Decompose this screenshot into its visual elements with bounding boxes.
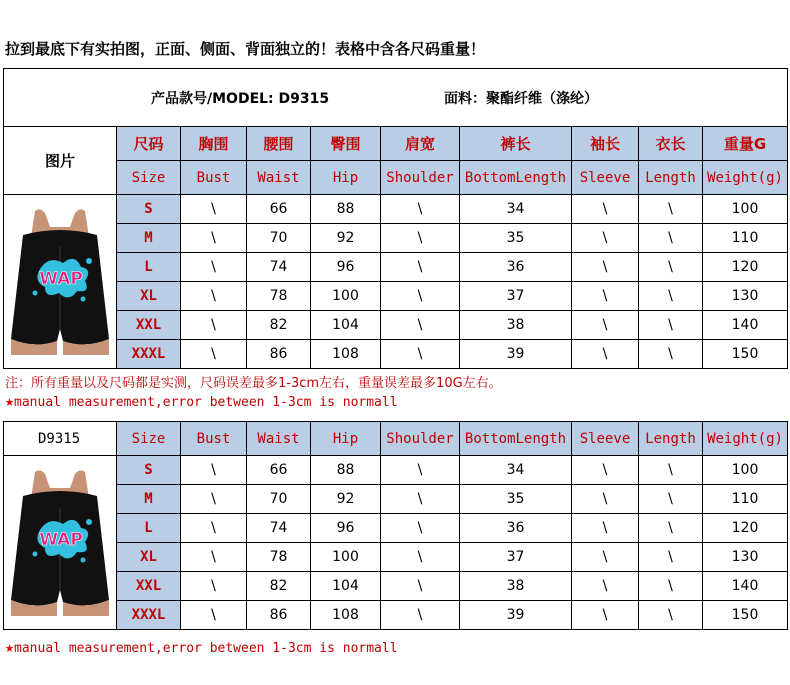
bust-cell: \ <box>181 543 247 572</box>
header-cn-size: 尺码 <box>117 127 181 161</box>
shoulder-cell: \ <box>381 311 460 340</box>
hip-cell: 108 <box>311 601 381 630</box>
bottom-length-cell: 34 <box>460 456 572 485</box>
sleeve-cell: \ <box>572 572 639 601</box>
product-photo-cell <box>4 456 117 630</box>
size-cell: L <box>117 514 181 543</box>
bottom-length-cell: 39 <box>460 601 572 630</box>
header-cn-bottom-length: 裤长 <box>460 127 572 161</box>
header-en-hip: Hip <box>311 161 381 195</box>
header-cn-sleeve: 袖长 <box>572 127 639 161</box>
weight-cell: 130 <box>703 282 788 311</box>
waist-cell: 70 <box>247 485 311 514</box>
bottom-length-cell: 36 <box>460 253 572 282</box>
weight-cell: 100 <box>703 195 788 224</box>
header-en-bust: Bust <box>181 161 247 195</box>
weight-cell: 100 <box>703 456 788 485</box>
header-en-hip: Hip <box>311 422 381 456</box>
sleeve-cell: \ <box>572 340 639 369</box>
model-label: 产品款号/MODEL: D9315 <box>151 90 330 107</box>
shoulder-cell: \ <box>381 485 460 514</box>
length-cell: \ <box>639 572 703 601</box>
waist-cell: 74 <box>247 253 311 282</box>
size-cell: XL <box>117 543 181 572</box>
shoulder-cell: \ <box>381 253 460 282</box>
header-cn-weight: 重量G <box>703 127 788 161</box>
weight-cell: 110 <box>703 224 788 253</box>
shoulder-cell: \ <box>381 340 460 369</box>
bust-cell: \ <box>181 340 247 369</box>
length-cell: \ <box>639 543 703 572</box>
header-en-shoulder: Shoulder <box>381 422 460 456</box>
weight-cell: 150 <box>703 340 788 369</box>
shoulder-cell: \ <box>381 224 460 253</box>
length-cell: \ <box>639 456 703 485</box>
weight-cell: 140 <box>703 311 788 340</box>
header-en-size: Size <box>117 422 181 456</box>
header-en-length: Length <box>639 422 703 456</box>
waist-cell: 82 <box>247 311 311 340</box>
bust-cell: \ <box>181 601 247 630</box>
sleeve-cell: \ <box>572 253 639 282</box>
header-en-waist: Waist <box>247 422 311 456</box>
header-en-shoulder: Shoulder <box>381 161 460 195</box>
waist-cell: 78 <box>247 543 311 572</box>
bust-cell: \ <box>181 253 247 282</box>
header-en-bust: Bust <box>181 422 247 456</box>
length-cell: \ <box>639 601 703 630</box>
shorts-photo <box>5 468 115 618</box>
header-cn-waist: 腰围 <box>247 127 311 161</box>
bust-cell: \ <box>181 224 247 253</box>
bottom-length-cell: 39 <box>460 340 572 369</box>
waist-cell: 74 <box>247 514 311 543</box>
size-cell: L <box>117 253 181 282</box>
sleeve-cell: \ <box>572 543 639 572</box>
size-cell: XXL <box>117 572 181 601</box>
sleeve-cell: \ <box>572 456 639 485</box>
hip-cell: 92 <box>311 224 381 253</box>
shoulder-cell: \ <box>381 456 460 485</box>
waist-cell: 70 <box>247 224 311 253</box>
header-en-weight: Weight(g) <box>703 161 788 195</box>
header-cn-hip: 臀围 <box>311 127 381 161</box>
star-icon: ★ <box>5 392 15 410</box>
hip-cell: 108 <box>311 340 381 369</box>
header-en-bottom-length: BottomLength <box>460 422 572 456</box>
bottom-length-cell: 38 <box>460 572 572 601</box>
size-cell: M <box>117 485 181 514</box>
hip-cell: 104 <box>311 572 381 601</box>
length-cell: \ <box>639 311 703 340</box>
weight-cell: 120 <box>703 514 788 543</box>
print-text: WAP <box>39 529 83 550</box>
length-cell: \ <box>639 224 703 253</box>
length-cell: \ <box>639 195 703 224</box>
bust-cell: \ <box>181 514 247 543</box>
header-en-sleeve: Sleeve <box>572 422 639 456</box>
bust-cell: \ <box>181 195 247 224</box>
hip-cell: 88 <box>311 195 381 224</box>
length-cell: \ <box>639 282 703 311</box>
measurement-note-cn: 注：所有重量以及尺码都是实测，尺码误差最多1-3cm左右，重量误差最多10G左右。 <box>5 376 502 391</box>
top-note: 拉到最底下有实拍图，正面、侧面、背面独立的！表格中含各尺码重量！ <box>5 40 486 58</box>
star-icon: ★ <box>5 638 15 656</box>
bottom-length-cell: 38 <box>460 311 572 340</box>
shoulder-cell: \ <box>381 514 460 543</box>
size-cell: XXXL <box>117 340 181 369</box>
sleeve-cell: \ <box>572 311 639 340</box>
header-en-size: Size <box>117 161 181 195</box>
weight-cell: 120 <box>703 253 788 282</box>
sleeve-cell: \ <box>572 601 639 630</box>
print-text: WAP <box>39 268 83 289</box>
header-en-waist: Waist <box>247 161 311 195</box>
weight-cell: 140 <box>703 572 788 601</box>
sleeve-cell: \ <box>572 195 639 224</box>
bust-cell: \ <box>181 485 247 514</box>
size-cell: XL <box>117 282 181 311</box>
weight-cell: 150 <box>703 601 788 630</box>
bottom-length-cell: 37 <box>460 543 572 572</box>
waist-cell: 86 <box>247 340 311 369</box>
note-en-text: manual measurement,error between 1-3cm is normall <box>14 395 398 410</box>
bust-cell: \ <box>181 282 247 311</box>
bust-cell: \ <box>181 572 247 601</box>
waist-cell: 86 <box>247 601 311 630</box>
waist-cell: 66 <box>247 195 311 224</box>
sleeve-cell: \ <box>572 224 639 253</box>
hip-cell: 92 <box>311 485 381 514</box>
bottom-length-cell: 35 <box>460 485 572 514</box>
shoulder-cell: \ <box>381 195 460 224</box>
hip-cell: 104 <box>311 311 381 340</box>
bottom-length-cell: 35 <box>460 224 572 253</box>
sleeve-cell: \ <box>572 514 639 543</box>
note-en-text: manual measurement,error between 1-3cm is normall <box>14 641 398 656</box>
waist-cell: 78 <box>247 282 311 311</box>
size-cell: XXL <box>117 311 181 340</box>
size-cell: XXXL <box>117 601 181 630</box>
hip-cell: 100 <box>311 543 381 572</box>
size-table-main <box>3 68 788 369</box>
header-cn-shoulder: 肩宽 <box>381 127 460 161</box>
weight-cell: 130 <box>703 543 788 572</box>
weight-cell: 110 <box>703 485 788 514</box>
bust-cell: \ <box>181 456 247 485</box>
sleeve-cell: \ <box>572 282 639 311</box>
size-table-secondary <box>3 421 788 630</box>
size-cell: M <box>117 224 181 253</box>
header-cn-bust: 胸围 <box>181 127 247 161</box>
shoulder-cell: \ <box>381 601 460 630</box>
length-cell: \ <box>639 485 703 514</box>
length-cell: \ <box>639 340 703 369</box>
model-cell: D9315 <box>4 422 117 456</box>
header-en-weight: Weight(g) <box>703 422 788 456</box>
hip-cell: 88 <box>311 456 381 485</box>
bust-cell: \ <box>181 311 247 340</box>
picture-label: 图片 <box>4 127 117 195</box>
bottom-length-cell: 36 <box>460 514 572 543</box>
hip-cell: 96 <box>311 514 381 543</box>
shorts-photo <box>5 207 115 357</box>
product-photo-cell <box>4 195 117 369</box>
length-cell: \ <box>639 253 703 282</box>
measurement-note-en-top <box>5 392 398 410</box>
title-cell <box>4 69 788 127</box>
size-cell: S <box>117 456 181 485</box>
shoulder-cell: \ <box>381 572 460 601</box>
sleeve-cell: \ <box>572 485 639 514</box>
bottom-length-cell: 34 <box>460 195 572 224</box>
shoulder-cell: \ <box>381 543 460 572</box>
size-cell: S <box>117 195 181 224</box>
waist-cell: 66 <box>247 456 311 485</box>
header-cn-length: 衣长 <box>639 127 703 161</box>
shoulder-cell: \ <box>381 282 460 311</box>
fabric-label: 面料：聚酯纤维（涤纶） <box>444 90 598 107</box>
length-cell: \ <box>639 514 703 543</box>
hip-cell: 96 <box>311 253 381 282</box>
header-en-sleeve: Sleeve <box>572 161 639 195</box>
bottom-length-cell: 37 <box>460 282 572 311</box>
header-en-length: Length <box>639 161 703 195</box>
waist-cell: 82 <box>247 572 311 601</box>
hip-cell: 100 <box>311 282 381 311</box>
measurement-note-en-bottom <box>5 638 398 656</box>
header-en-bottom-length: BottomLength <box>460 161 572 195</box>
